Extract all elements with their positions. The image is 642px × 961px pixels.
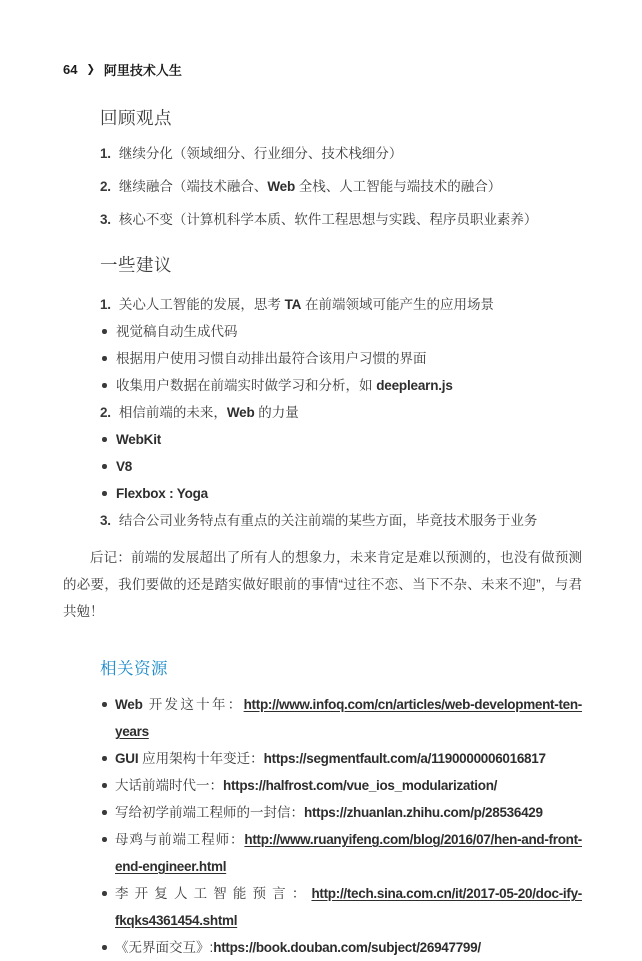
resource-item (100, 691, 582, 745)
url-link[interactable]: https://zhuanlan.zhihu.com/p/28536429 (304, 805, 543, 820)
list-text (116, 486, 208, 501)
bullet-dot (102, 810, 107, 815)
text-segment: 根据用户使用习惯自动排出最符合该用户习惯的界面 (116, 351, 427, 366)
list-item (100, 210, 582, 230)
resource-item (100, 745, 582, 772)
page-header (63, 60, 582, 79)
suggestions-list (100, 291, 582, 534)
list-text (116, 432, 161, 447)
resource-text (115, 697, 582, 739)
text-segment: V8 (116, 459, 133, 474)
bullet-dot (102, 945, 107, 950)
bullet-dot (102, 783, 107, 788)
text-segment: TA (284, 297, 302, 312)
list-item (100, 399, 582, 426)
text-segment: 结合公司业务特点有重点的关注前端的某些方面，毕竟技术服务于业务 (118, 513, 538, 528)
list-text (119, 146, 403, 161)
text-segment: WebKit (116, 432, 162, 447)
text-segment: 继续分化（领域细分、行业细分、技术栈细分） (118, 146, 403, 161)
text-segment: 收集用户数据在前端实时做学习和分析，如 (116, 378, 377, 393)
url-link[interactable]: https://segmentfault.com/a/1190000006016817 (263, 751, 546, 766)
list-number: 1. (100, 146, 111, 161)
text-segment: Flexbox : Yoga (116, 486, 208, 501)
text-segment: 全栈、人工智能与端技术的融合） (295, 179, 502, 194)
list-item (100, 144, 582, 164)
resource-item (100, 826, 582, 880)
resources-list (100, 691, 582, 961)
list-text (119, 179, 501, 194)
resource-item (100, 799, 582, 826)
resource-item (100, 934, 582, 961)
book-title: 阿里技术人生 (103, 63, 182, 78)
list-text (119, 212, 538, 227)
resource-text (115, 751, 546, 766)
list-item (100, 480, 582, 507)
text-segment: Web (267, 179, 296, 194)
section-title-resources: 相关资源 (100, 660, 168, 678)
text-segment: 在前端领域可能产生的应用场景 (301, 297, 494, 312)
resource-text (115, 886, 582, 928)
text-segment: 继续融合（端技术融合、 (118, 179, 268, 194)
bullet-dot (102, 356, 107, 361)
review-list (100, 144, 582, 230)
postscript-paragraph: 后记：前端的发展超出了所有人的想象力，未来肯定是难以预测的，也没有做预测的必要，我们要做的还是踏实做好眼前的事情“过往不恋、当下不杂、未来不迎”，与君共勉！ (63, 550, 582, 619)
url-link[interactable]: http://www.infoq.com/cn/articles/web-development-ten-years (115, 697, 582, 739)
list-number: 2. (100, 179, 111, 194)
list-text (116, 324, 238, 339)
bullet-dot (102, 756, 107, 761)
list-number: 3. (100, 513, 111, 528)
bullet-dot (102, 464, 107, 469)
list-item (100, 291, 582, 318)
text-segment: 相信前端的未来， (118, 405, 227, 420)
list-item (100, 426, 582, 453)
list-item (100, 453, 582, 480)
text-segment: 关心人工智能的发展，思考 (118, 297, 285, 312)
resource-text (115, 778, 497, 793)
section-title-review: 回顾观点 (100, 108, 172, 128)
text-segment: Web (226, 405, 255, 420)
list-item (100, 345, 582, 372)
text-segment: 母鸡与前端工程师： (115, 832, 245, 847)
list-text (119, 405, 299, 420)
list-item (100, 372, 582, 399)
bullet-dot (102, 383, 107, 388)
text-segment: 的力量 (254, 405, 299, 420)
text-segment: deeplearn.js (376, 378, 453, 393)
bullet-dot (102, 329, 107, 334)
text-segment: 大话前端时代一： (115, 778, 223, 793)
list-number: 1. (100, 297, 111, 312)
bullet-dot (102, 837, 107, 842)
text-segment: 核心不变（计算机科学本质、软件工程思想与实践、程序员职业素养） (118, 212, 538, 227)
text-segment: Web (115, 697, 143, 712)
list-number: 3. (100, 212, 111, 227)
list-item (100, 318, 582, 345)
bullet-dot (102, 891, 107, 896)
url-link[interactable]: https://halfrost.com/vue_ios_modularization/ (223, 778, 498, 793)
text-segment: 应用架构十年变迁： (138, 751, 264, 766)
text-segment: 视觉稿自动生成代码 (116, 324, 238, 339)
bullet-dot (102, 702, 107, 707)
section-title-suggestions: 一些建议 (100, 255, 172, 275)
bullet-dot (102, 491, 107, 496)
text-segment: 开发这十年： (142, 697, 244, 712)
resource-item (100, 772, 582, 799)
list-text (116, 459, 132, 474)
list-text (116, 351, 427, 366)
chevron-right-icon: ❯ (86, 63, 95, 76)
resource-text (115, 805, 543, 820)
resource-text (115, 832, 582, 874)
text-segment: GUI (115, 751, 139, 766)
bullet-dot (102, 437, 107, 442)
url-link[interactable]: http://tech.sina.com.cn/it/2017-05-20/doc-ify-fkqks4361454.shtml (115, 886, 582, 928)
page-number: 64 (63, 62, 78, 77)
resource-item (100, 880, 582, 934)
url-link[interactable]: http://www.ruanyifeng.com/blog/2016/07/hen-and-front-end-engineer.html (115, 832, 582, 874)
url-link[interactable]: https://book.douban.com/subject/26947799/ (213, 940, 481, 955)
list-text (119, 513, 538, 528)
resource-text (115, 940, 481, 955)
list-number: 2. (100, 405, 111, 420)
list-item (100, 507, 582, 534)
list-text (119, 297, 494, 312)
list-text (116, 378, 453, 393)
text-segment: 李开复人工智能预言： (115, 886, 312, 901)
text-segment: 写给初学前端工程师的一封信： (115, 805, 304, 820)
list-item (100, 177, 582, 197)
text-segment: 《无界面交互》: (115, 940, 214, 955)
